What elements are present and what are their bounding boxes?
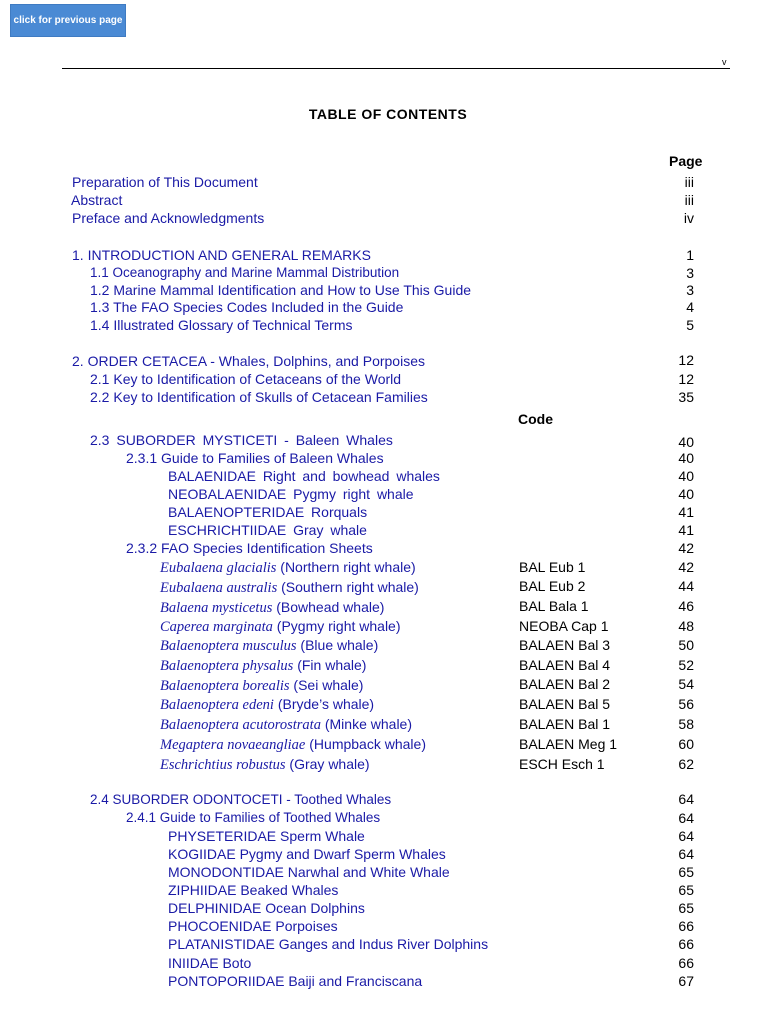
toc-entry[interactable]: Preparation of This Document [72, 174, 258, 190]
toc-entry[interactable]: KOGIIDAE Pygmy and Dwarf Sperm Whales [168, 846, 446, 862]
toc-entry[interactable]: INIIDAE Boto [168, 955, 252, 971]
toc-species-entry[interactable] [160, 579, 419, 596]
code-column-header: Code [518, 411, 553, 427]
toc-entry[interactable]: 2.4 SUBORDER ODONTOCETI - Toothed Whales [90, 792, 392, 807]
toc-page: 40 [678, 486, 694, 502]
toc-page: iii [684, 174, 694, 190]
toc-page: 35 [678, 389, 694, 405]
species-common-name: (Humpback whale) [305, 736, 426, 752]
species-code: BAL Bala 1 [519, 598, 589, 614]
toc-page: 46 [678, 598, 694, 614]
toc-species-entry[interactable] [160, 677, 363, 694]
species-scientific-name: Balaenoptera borealis [160, 678, 290, 694]
toc-entry[interactable]: 2. ORDER CETACEA - Whales, Dolphins, and Porpoises [72, 353, 425, 369]
species-scientific-name: Balaenoptera physalus [160, 658, 294, 674]
toc-page: iv [683, 210, 694, 226]
toc-page: 41 [678, 504, 694, 520]
toc-page: 50 [678, 637, 694, 653]
toc-page: 5 [686, 317, 694, 333]
previous-page-button[interactable]: click for previous page [10, 4, 126, 37]
species-common-name: (Gray whale) [285, 756, 370, 772]
page-number: v [722, 57, 727, 67]
toc-entry[interactable]: Abstract [71, 192, 123, 208]
toc-page: 44 [678, 578, 694, 594]
toc-page: 3 [686, 265, 694, 281]
toc-species-entry[interactable] [160, 736, 426, 753]
species-code: BALAEN Bal 2 [519, 676, 611, 692]
toc-entry[interactable]: ESCHRICHTIIDAE Gray whale [168, 522, 367, 538]
toc-entry[interactable]: PHOCOENIDAE Porpoises [168, 918, 338, 934]
toc-species-entry[interactable] [160, 657, 366, 674]
toc-entry[interactable]: 2.2 Key to Identification of Skulls of Cetacean Families [90, 389, 428, 405]
toc-page: 60 [678, 736, 694, 752]
toc-page: 65 [678, 882, 694, 898]
toc-page: 3 [686, 282, 694, 298]
toc-page: 1 [686, 247, 694, 263]
species-common-name: (Southern right whale) [277, 579, 419, 595]
toc-page: 40 [678, 450, 694, 466]
species-scientific-name: Eschrichtius robustus [160, 757, 286, 773]
toc-entry[interactable]: 1.1 Oceanography and Marine Mammal Distribution [90, 265, 400, 280]
toc-page: 62 [678, 756, 694, 772]
species-code: BALAEN Bal 3 [519, 637, 611, 653]
toc-entry[interactable]: 2.1 Key to Identification of Cetaceans of the World [90, 371, 402, 387]
toc-entry[interactable]: 1.4 Illustrated Glossary of Technical Terms [90, 317, 353, 333]
toc-page: 52 [678, 657, 694, 673]
toc-page: 66 [678, 955, 694, 971]
page-column-header: Page [669, 153, 703, 169]
toc-species-entry[interactable] [160, 756, 370, 773]
toc-entry[interactable]: NEOBALAENIDAE Pygmy right whale [168, 486, 414, 502]
toc-page: 58 [678, 716, 694, 732]
toc-entry[interactable]: 1. INTRODUCTION AND GENERAL REMARKS [72, 247, 371, 263]
toc-entry[interactable]: 2.4.1 Guide to Families of Toothed Whales [126, 810, 381, 825]
toc-species-entry[interactable] [160, 637, 378, 654]
toc-entry[interactable]: PHYSETERIDAE Sperm Whale [168, 828, 365, 844]
toc-species-entry[interactable] [160, 599, 384, 616]
toc-entry[interactable]: BALAENIDAE Right and bowhead whales [168, 468, 440, 484]
toc-page: 12 [678, 371, 694, 387]
species-common-name: (Blue whale) [296, 637, 379, 653]
species-scientific-name: Caperea marginata [160, 619, 273, 635]
species-common-name: (Bowhead whale) [272, 599, 385, 615]
species-scientific-name: Balaena mysticetus [160, 600, 273, 616]
species-scientific-name: Megaptera novaeangliae [160, 737, 306, 753]
species-code: BAL Eub 2 [519, 578, 586, 594]
toc-page: 40 [678, 468, 694, 484]
toc-entry[interactable]: MONODONTIDAE Narwhal and White Whale [168, 864, 450, 880]
toc-entry[interactable]: PONTOPORIIDAE Baiji and Franciscana [168, 973, 423, 989]
toc-page: 41 [678, 522, 694, 538]
toc-page: 65 [678, 900, 694, 916]
toc-entry[interactable]: ZIPHIIDAE Beaked Whales [168, 882, 339, 898]
species-common-name: (Sei whale) [289, 677, 364, 693]
toc-entry[interactable]: 2.3.1 Guide to Families of Baleen Whales [126, 450, 384, 466]
toc-page: 4 [686, 299, 694, 315]
species-scientific-name: Balaenoptera edeni [160, 697, 274, 713]
species-scientific-name: Balaenoptera musculus [160, 638, 297, 654]
toc-page: 66 [678, 918, 694, 934]
toc-species-entry[interactable] [160, 716, 412, 733]
toc-page: 64 [678, 791, 694, 807]
species-code: BALAEN Bal 1 [519, 716, 611, 732]
species-scientific-name: Eubalaena australis [160, 580, 278, 596]
toc-page: 54 [678, 676, 694, 692]
toc-species-entry[interactable] [160, 559, 416, 576]
toc-page: 42 [678, 540, 694, 556]
toc-entry[interactable]: 1.3 The FAO Species Codes Included in the Guide [90, 299, 404, 315]
header-rule [62, 68, 730, 69]
species-code: ESCH Esch 1 [519, 756, 605, 772]
toc-page: 40 [678, 434, 694, 450]
toc-page: 42 [678, 559, 694, 575]
toc-page: 66 [678, 936, 694, 952]
toc-page: 64 [678, 810, 694, 826]
species-scientific-name: Eubalaena glacialis [160, 560, 277, 576]
species-code: BALAEN Bal 5 [519, 696, 611, 712]
species-code: BALAEN Bal 4 [519, 657, 611, 673]
toc-entry[interactable]: Preface and Acknowledgments [72, 210, 265, 226]
toc-entry[interactable]: PLATANISTIDAE Ganges and Indus River Dolphins [168, 936, 489, 952]
toc-entry[interactable]: BALAENOPTERIDAE Rorquals [168, 504, 368, 520]
toc-page: 64 [678, 828, 694, 844]
page-title: TABLE OF CONTENTS [308, 106, 468, 122]
toc-species-entry[interactable] [160, 618, 401, 635]
species-code: BAL Eub 1 [519, 559, 586, 575]
toc-page: 48 [678, 618, 694, 634]
toc-entry[interactable]: 1.2 Marine Mammal Identification and How to Use This Guide [90, 282, 472, 298]
species-common-name: (Northern right whale) [276, 559, 416, 575]
species-common-name: (Bryde’s whale) [273, 696, 375, 712]
species-common-name: (Fin whale) [293, 657, 367, 673]
toc-page: iii [684, 192, 694, 208]
toc-page: 12 [678, 352, 694, 368]
toc-page: 56 [678, 696, 694, 712]
toc-entry[interactable]: 2.3 SUBORDER MYSTICETI - Baleen Whales [90, 432, 393, 448]
species-common-name: (Pygmy right whale) [272, 618, 401, 634]
toc-page: 67 [678, 973, 694, 989]
toc-entry[interactable]: DELPHINIDAE Ocean Dolphins [168, 900, 365, 916]
toc-page: 64 [678, 846, 694, 862]
species-scientific-name: Balaenoptera acutorostrata [160, 717, 321, 733]
toc-species-entry[interactable] [160, 696, 374, 713]
species-common-name: (Minke whale) [320, 716, 412, 732]
toc-page: 65 [678, 864, 694, 880]
species-code: BALAEN Meg 1 [519, 736, 618, 752]
toc-entry[interactable]: 2.3.2 FAO Species Identification Sheets [126, 540, 373, 556]
species-code: NEOBA Cap 1 [519, 618, 609, 634]
